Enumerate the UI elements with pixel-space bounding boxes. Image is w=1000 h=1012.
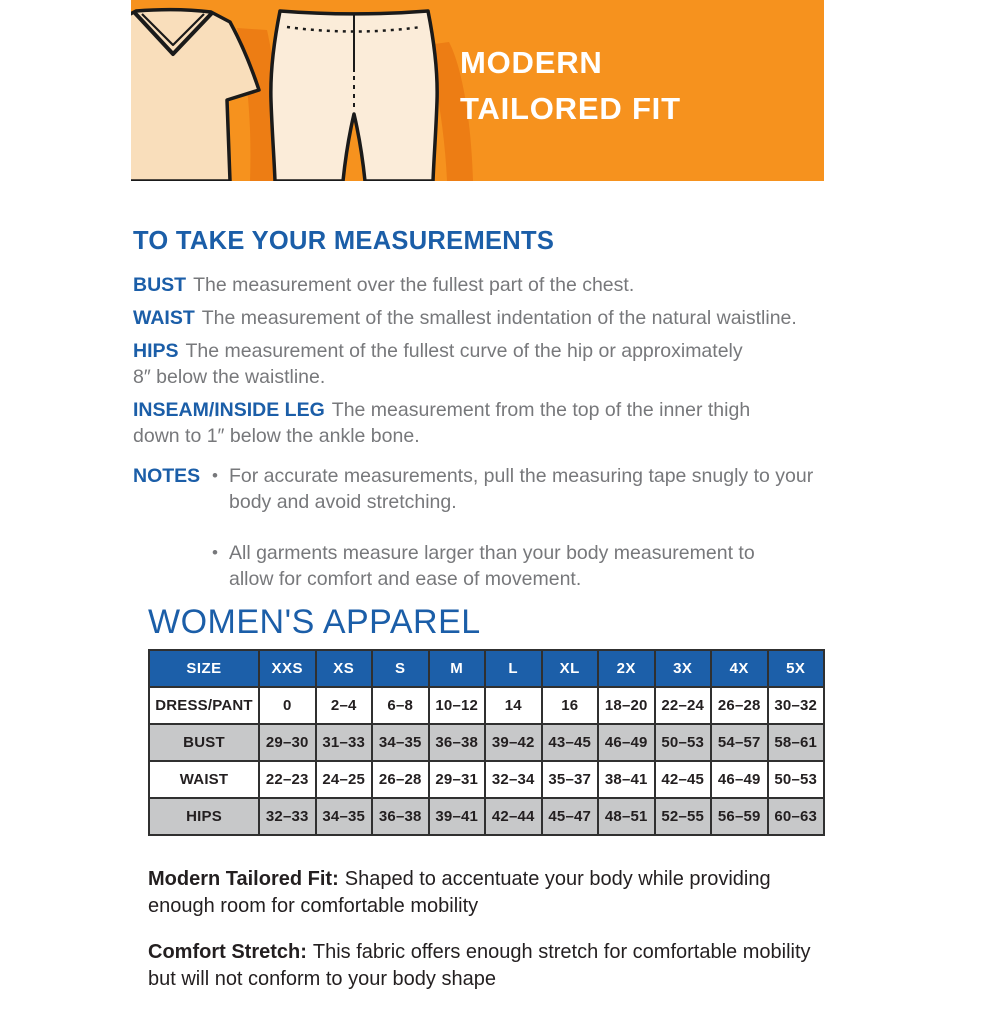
measurement-text: The measurement of the smallest indentation of the natural waistline. xyxy=(201,307,797,329)
size-table-cell: 50–53 xyxy=(768,761,825,798)
size-table-cell: 6–8 xyxy=(372,687,429,724)
size-table-cell: 34–35 xyxy=(316,798,373,835)
size-table-cell: 48–51 xyxy=(598,798,655,835)
size-table-corner-header: SIZE xyxy=(149,650,259,687)
size-table-cell: 39–41 xyxy=(429,798,486,835)
size-table-cell: 32–33 xyxy=(259,798,316,835)
size-table-cell: 31–33 xyxy=(316,724,373,761)
measurement-label: HIPS xyxy=(133,340,179,362)
size-table-cell: 46–49 xyxy=(711,761,768,798)
fit-descriptions xyxy=(148,866,928,1012)
measurement-text: The measurement over the fullest part of the chest. xyxy=(193,274,635,296)
size-table-cell: 60–63 xyxy=(768,798,825,835)
bullet-icon: • xyxy=(212,466,218,485)
size-table-cell: 29–30 xyxy=(259,724,316,761)
size-table-cell: 50–53 xyxy=(655,724,712,761)
footnote-text: Shaped to accentuate your body while providing xyxy=(344,868,771,890)
note-bullet xyxy=(212,540,893,592)
size-table-row-label: WAIST xyxy=(149,761,259,798)
size-table-cell: 36–38 xyxy=(429,724,486,761)
measurement-item-bust xyxy=(133,272,893,298)
note-text-line2: allow for comfort and ease of movement. xyxy=(229,568,582,590)
size-table-cell: 18–20 xyxy=(598,687,655,724)
measurement-text-line2: 8″ below the waistline. xyxy=(133,366,326,388)
measurements-heading: TO TAKE YOUR MEASUREMENTS xyxy=(133,227,555,255)
size-table-cell: 42–45 xyxy=(655,761,712,798)
footnote-label: Comfort Stretch: xyxy=(148,941,307,963)
size-table-cell: 54–57 xyxy=(711,724,768,761)
footnote-text: This fabric offers enough stretch for comfortable mobility xyxy=(312,941,811,963)
footnote-modern-tailored-fit xyxy=(148,866,928,920)
size-table-cell: 0 xyxy=(259,687,316,724)
size-table-row-label: HIPS xyxy=(149,798,259,835)
size-chart-section xyxy=(148,603,825,836)
size-table-size-header: L xyxy=(485,650,542,687)
measurement-label: INSEAM/INSIDE LEG xyxy=(133,399,325,421)
size-table-cell: 45–47 xyxy=(542,798,599,835)
measurement-label: WAIST xyxy=(133,307,195,329)
size-table-cell: 32–34 xyxy=(485,761,542,798)
size-table-size-header: XS xyxy=(316,650,373,687)
size-table-cell: 10–12 xyxy=(429,687,486,724)
banner-title-line2: TAILORED FIT xyxy=(460,91,681,126)
banner-title-line1: MODERN xyxy=(460,45,603,80)
footnote-label: Modern Tailored Fit: xyxy=(148,868,339,890)
size-table-size-header: 5X xyxy=(768,650,825,687)
size-table-cell: 30–32 xyxy=(768,687,825,724)
measurement-item-hips xyxy=(133,338,893,390)
size-table-cell: 26–28 xyxy=(711,687,768,724)
size-table-size-header: XL xyxy=(542,650,599,687)
size-table-cell: 38–41 xyxy=(598,761,655,798)
notes-block xyxy=(133,463,893,604)
size-table-cell: 14 xyxy=(485,687,542,724)
size-table-cell: 43–45 xyxy=(542,724,599,761)
size-table-size-header: 3X xyxy=(655,650,712,687)
measurement-text: The measurement from the top of the inner thigh xyxy=(331,399,751,421)
size-table-cell: 36–38 xyxy=(372,798,429,835)
measurement-item-inseam xyxy=(133,397,893,449)
size-table-cell: 52–55 xyxy=(655,798,712,835)
size-table-cell: 34–35 xyxy=(372,724,429,761)
size-table-cell: 22–24 xyxy=(655,687,712,724)
fit-banner xyxy=(131,0,824,181)
measurement-item-waist xyxy=(133,305,893,331)
note-bullet xyxy=(212,463,893,515)
size-table-cell: 46–49 xyxy=(598,724,655,761)
size-table-cell: 35–37 xyxy=(542,761,599,798)
size-table-cell: 39–42 xyxy=(485,724,542,761)
size-table-cell: 58–61 xyxy=(768,724,825,761)
size-table-size-header: S xyxy=(372,650,429,687)
size-table-row xyxy=(149,724,824,761)
footnote-text-line2: enough room for comfortable mobility xyxy=(148,895,479,917)
size-table-cell: 29–31 xyxy=(429,761,486,798)
size-table-row xyxy=(149,687,824,724)
footnote-comfort-stretch xyxy=(148,939,928,993)
size-table-cell: 24–25 xyxy=(316,761,373,798)
size-table-row xyxy=(149,761,824,798)
size-table-row-label: BUST xyxy=(149,724,259,761)
size-table-cell: 22–23 xyxy=(259,761,316,798)
measurements-section xyxy=(133,227,893,604)
banner-title xyxy=(460,40,681,132)
womens-apparel-heading: WOMEN'S APPAREL xyxy=(148,603,481,641)
size-table xyxy=(148,649,825,836)
size-table-size-header: 4X xyxy=(711,650,768,687)
measurement-text-line2: down to 1″ below the ankle bone. xyxy=(133,425,420,447)
size-table-cell: 42–44 xyxy=(485,798,542,835)
measurement-label: BUST xyxy=(133,274,187,296)
footnote-text-line2: but will not conform to your body shape xyxy=(148,968,496,990)
size-table-cell: 16 xyxy=(542,687,599,724)
size-table-size-header: 2X xyxy=(598,650,655,687)
note-text-line2: body and avoid stretching. xyxy=(229,491,457,513)
size-table-cell: 2–4 xyxy=(316,687,373,724)
size-table-cell: 26–28 xyxy=(372,761,429,798)
measurement-text: The measurement of the fullest curve of the hip or approximately xyxy=(185,340,743,362)
notes-label: NOTES xyxy=(133,465,201,487)
size-table-header-row xyxy=(149,650,824,687)
bullet-icon: • xyxy=(212,543,218,562)
size-table-size-header: XXS xyxy=(259,650,316,687)
note-text: All garments measure larger than your body measurement to xyxy=(229,542,755,564)
size-table-row-label: DRESS/PANT xyxy=(149,687,259,724)
note-text: For accurate measurements, pull the measuring tape snugly to your xyxy=(229,465,814,487)
size-table-cell: 56–59 xyxy=(711,798,768,835)
size-table-row xyxy=(149,798,824,835)
scrub-pants-illustration xyxy=(271,11,437,181)
size-table-size-header: M xyxy=(429,650,486,687)
